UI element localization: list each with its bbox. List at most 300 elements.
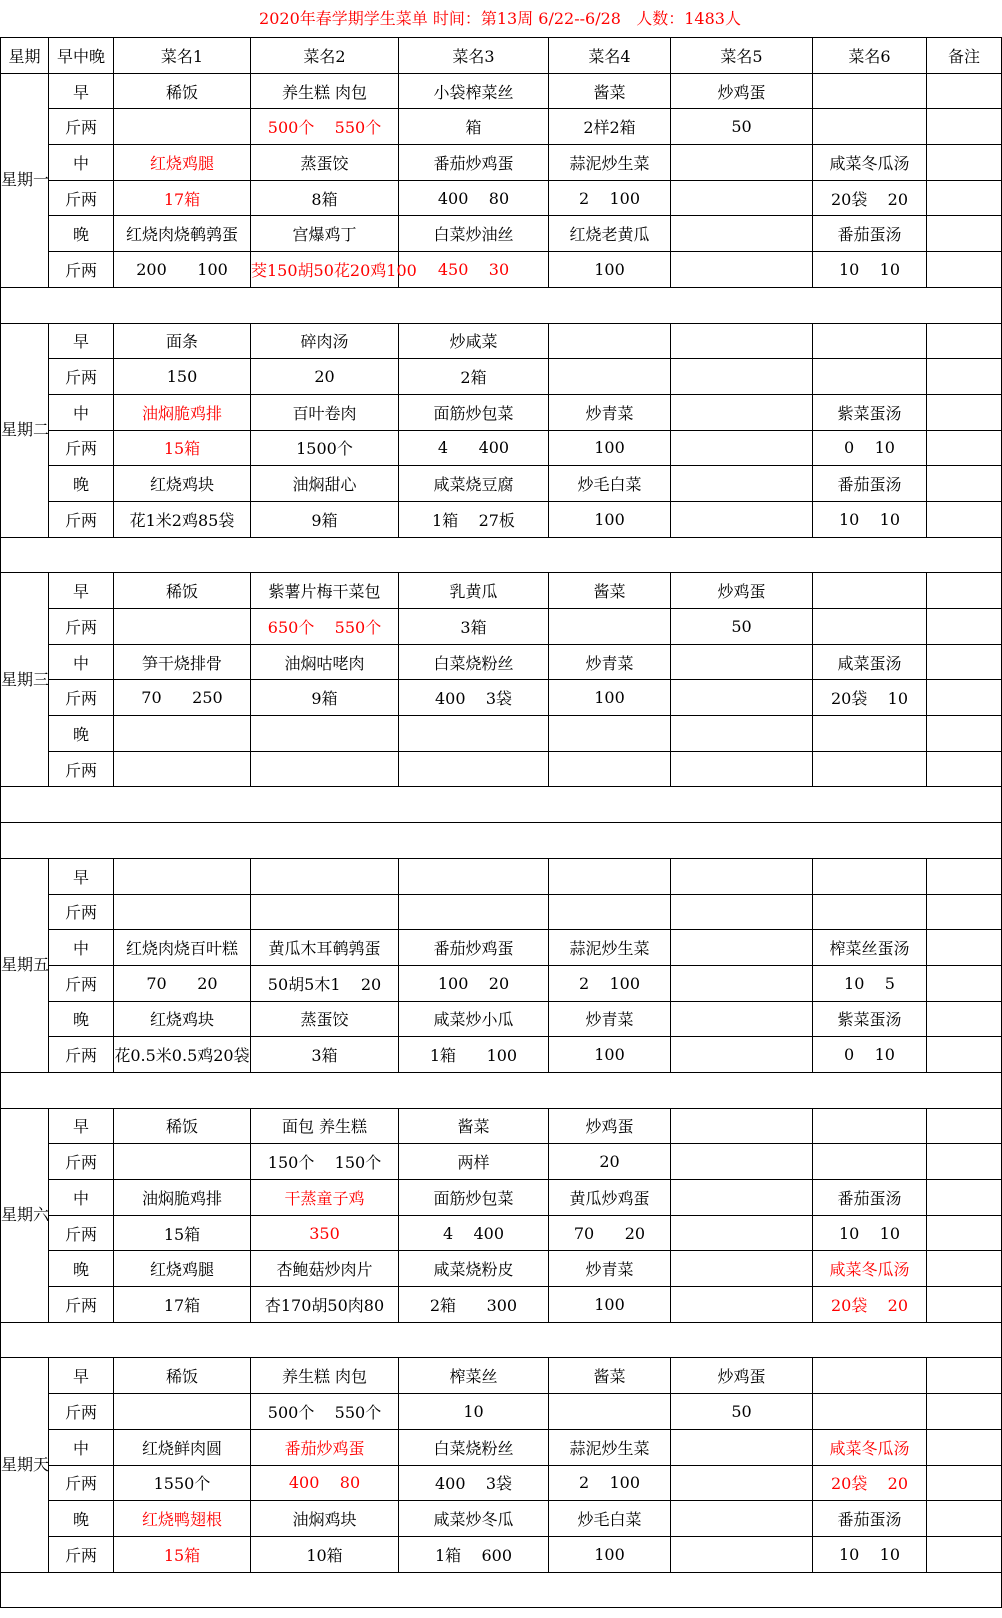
- notes-cell[interactable]: [927, 394, 1002, 430]
- cell[interactable]: 15箱: [114, 430, 251, 466]
- cell[interactable]: 油焖鸡块: [251, 1501, 399, 1537]
- cell[interactable]: 炒咸菜: [399, 323, 549, 359]
- cell[interactable]: 蒜泥炒生菜: [549, 145, 671, 181]
- spacer-cell[interactable]: [1, 287, 1002, 323]
- cell[interactable]: [671, 1429, 813, 1465]
- cell[interactable]: 红烧肉烧百叶糕: [114, 930, 251, 966]
- cell[interactable]: [671, 394, 813, 430]
- notes-cell[interactable]: [927, 1108, 1002, 1144]
- cell[interactable]: [399, 751, 549, 787]
- cell[interactable]: [114, 1394, 251, 1430]
- header-day[interactable]: 星期: [1, 38, 49, 74]
- cell[interactable]: 红烧肉烧鹌鹑蛋: [114, 216, 251, 252]
- cell[interactable]: [813, 1144, 927, 1180]
- cell[interactable]: 20袋 10: [813, 680, 927, 716]
- cell[interactable]: [671, 644, 813, 680]
- notes-cell[interactable]: [927, 216, 1002, 252]
- meal-label[interactable]: 早: [49, 1108, 114, 1144]
- meal-label[interactable]: 早: [49, 323, 114, 359]
- cell[interactable]: [671, 1501, 813, 1537]
- cell[interactable]: 蒜泥炒生菜: [549, 1429, 671, 1465]
- cell[interactable]: 番茄蛋汤: [813, 1501, 927, 1537]
- cell[interactable]: 番茄蛋汤: [813, 216, 927, 252]
- cell[interactable]: [671, 965, 813, 1001]
- cell[interactable]: 榨菜丝蛋汤: [813, 930, 927, 966]
- header-notes[interactable]: 备注: [927, 38, 1002, 74]
- notes-cell[interactable]: [927, 430, 1002, 466]
- cell[interactable]: [813, 1358, 927, 1394]
- cell[interactable]: [813, 858, 927, 894]
- cell[interactable]: [671, 145, 813, 181]
- cell[interactable]: 20: [251, 359, 399, 395]
- cell[interactable]: 油焖咕咾肉: [251, 644, 399, 680]
- cell[interactable]: [114, 716, 251, 752]
- cell[interactable]: [813, 716, 927, 752]
- cell[interactable]: 50: [671, 1394, 813, 1430]
- cell[interactable]: 1箱 100: [399, 1037, 549, 1073]
- cell[interactable]: 3箱: [251, 1037, 399, 1073]
- notes-cell[interactable]: [927, 609, 1002, 645]
- notes-cell[interactable]: [927, 644, 1002, 680]
- cell[interactable]: 稀饭: [114, 1108, 251, 1144]
- meal-label[interactable]: 斤两: [49, 1465, 114, 1501]
- cell[interactable]: [671, 1251, 813, 1287]
- meal-label[interactable]: 斤两: [49, 1144, 114, 1180]
- cell[interactable]: 黄瓜炒鸡蛋: [549, 1180, 671, 1216]
- cell[interactable]: 番茄炒鸡蛋: [251, 1429, 399, 1465]
- meal-label[interactable]: 早: [49, 1358, 114, 1394]
- cell[interactable]: 20: [549, 1144, 671, 1180]
- cell[interactable]: [549, 359, 671, 395]
- cell[interactable]: [813, 751, 927, 787]
- cell[interactable]: [251, 751, 399, 787]
- cell[interactable]: 2箱 300: [399, 1287, 549, 1323]
- cell[interactable]: [114, 109, 251, 145]
- meal-label[interactable]: 中: [49, 1180, 114, 1216]
- cell[interactable]: [549, 751, 671, 787]
- notes-cell[interactable]: [927, 1251, 1002, 1287]
- cell[interactable]: 10 10: [813, 501, 927, 537]
- notes-cell[interactable]: [927, 1358, 1002, 1394]
- cell[interactable]: 650个 550个: [251, 609, 399, 645]
- meal-label[interactable]: 晚: [49, 1251, 114, 1287]
- cell[interactable]: [114, 751, 251, 787]
- cell[interactable]: 杏170胡50肉80: [251, 1287, 399, 1323]
- cell[interactable]: [813, 73, 927, 109]
- cell[interactable]: 100: [549, 1536, 671, 1572]
- meal-label[interactable]: 斤两: [49, 680, 114, 716]
- notes-cell[interactable]: [927, 109, 1002, 145]
- cell[interactable]: [251, 858, 399, 894]
- cell[interactable]: [114, 609, 251, 645]
- cell[interactable]: [813, 1394, 927, 1430]
- meal-label[interactable]: 斤两: [49, 359, 114, 395]
- cell[interactable]: 酱菜: [549, 73, 671, 109]
- cell[interactable]: 20袋 20: [813, 1465, 927, 1501]
- cell[interactable]: 50: [671, 109, 813, 145]
- notes-cell[interactable]: [927, 1180, 1002, 1216]
- cell[interactable]: [399, 858, 549, 894]
- cell[interactable]: [813, 573, 927, 609]
- cell[interactable]: 红烧鸭翅根: [114, 1501, 251, 1537]
- cell[interactable]: [671, 216, 813, 252]
- cell[interactable]: 黄瓜木耳鹌鹑蛋: [251, 930, 399, 966]
- spacer-cell[interactable]: [1, 1072, 1002, 1108]
- meal-label[interactable]: 晚: [49, 466, 114, 502]
- cell[interactable]: 稀饭: [114, 73, 251, 109]
- cell[interactable]: 100: [549, 1287, 671, 1323]
- cell[interactable]: 9箱: [251, 680, 399, 716]
- cell[interactable]: [671, 430, 813, 466]
- cell[interactable]: 2箱: [399, 359, 549, 395]
- cell[interactable]: 450 30: [399, 252, 549, 288]
- cell[interactable]: 2 100: [549, 180, 671, 216]
- cell[interactable]: [671, 1180, 813, 1216]
- cell[interactable]: [813, 109, 927, 145]
- cell[interactable]: 100: [549, 252, 671, 288]
- cell[interactable]: 1箱 600: [399, 1536, 549, 1572]
- cell[interactable]: 0 10: [813, 1037, 927, 1073]
- day-label-monday[interactable]: 星期一: [1, 73, 49, 287]
- cell[interactable]: 100: [549, 430, 671, 466]
- spacer-cell[interactable]: [1, 787, 1002, 823]
- cell[interactable]: 10 10: [813, 252, 927, 288]
- cell[interactable]: 炒鸡蛋: [671, 1358, 813, 1394]
- cell[interactable]: 炒鸡蛋: [671, 73, 813, 109]
- notes-cell[interactable]: [927, 1465, 1002, 1501]
- meal-label[interactable]: 斤两: [49, 751, 114, 787]
- cell[interactable]: 番茄蛋汤: [813, 466, 927, 502]
- cell[interactable]: 150个 150个: [251, 1144, 399, 1180]
- cell[interactable]: 100: [549, 1037, 671, 1073]
- meal-label[interactable]: 晚: [49, 716, 114, 752]
- cell[interactable]: 笋干烧排骨: [114, 644, 251, 680]
- notes-cell[interactable]: [927, 716, 1002, 752]
- notes-cell[interactable]: [927, 180, 1002, 216]
- cell[interactable]: 箱: [399, 109, 549, 145]
- cell[interactable]: 15箱: [114, 1215, 251, 1251]
- cell[interactable]: 红烧鲜肉圆: [114, 1429, 251, 1465]
- header-dish-4[interactable]: 菜名4: [549, 38, 671, 74]
- cell[interactable]: 面筋炒包菜: [399, 1180, 549, 1216]
- cell[interactable]: 400 80: [399, 180, 549, 216]
- cell[interactable]: 红烧老黄瓜: [549, 216, 671, 252]
- meal-label[interactable]: 中: [49, 644, 114, 680]
- cell[interactable]: 蒸蛋饺: [251, 145, 399, 181]
- meal-label[interactable]: 斤两: [49, 894, 114, 930]
- day-label-friday[interactable]: 星期五: [1, 858, 49, 1072]
- meal-label[interactable]: 斤两: [49, 180, 114, 216]
- spacer-cell[interactable]: [1, 1572, 1002, 1608]
- cell[interactable]: 油焖甜心: [251, 466, 399, 502]
- cell[interactable]: 酱菜: [549, 573, 671, 609]
- cell[interactable]: [671, 1037, 813, 1073]
- cell[interactable]: 400 3袋: [399, 680, 549, 716]
- cell[interactable]: [671, 359, 813, 395]
- header-dish-6[interactable]: 菜名6: [813, 38, 927, 74]
- cell[interactable]: 200 100: [114, 252, 251, 288]
- meal-label[interactable]: 早: [49, 73, 114, 109]
- meal-label[interactable]: 斤两: [49, 609, 114, 645]
- cell[interactable]: 10: [399, 1394, 549, 1430]
- cell[interactable]: [671, 1287, 813, 1323]
- cell[interactable]: 2样2箱: [549, 109, 671, 145]
- cell[interactable]: [399, 894, 549, 930]
- cell[interactable]: [671, 1215, 813, 1251]
- cell[interactable]: [813, 359, 927, 395]
- notes-cell[interactable]: [927, 1501, 1002, 1537]
- cell[interactable]: 红烧鸡块: [114, 1001, 251, 1037]
- cell[interactable]: [671, 252, 813, 288]
- day-label-saturday[interactable]: 星期六: [1, 1108, 49, 1322]
- cell[interactable]: 炒青菜: [549, 394, 671, 430]
- spacer-cell[interactable]: [1, 1322, 1002, 1358]
- cell[interactable]: 1550个: [114, 1465, 251, 1501]
- cell[interactable]: 咸菜冬瓜汤: [813, 1429, 927, 1465]
- cell[interactable]: [671, 466, 813, 502]
- spacer-cell[interactable]: [1, 537, 1002, 573]
- cell[interactable]: [813, 894, 927, 930]
- cell[interactable]: 咸菜炒小瓜: [399, 1001, 549, 1037]
- cell[interactable]: 咸菜烧豆腐: [399, 466, 549, 502]
- notes-cell[interactable]: [927, 680, 1002, 716]
- cell[interactable]: 稀饭: [114, 573, 251, 609]
- cell[interactable]: [671, 1144, 813, 1180]
- cell[interactable]: 红烧鸡腿: [114, 1251, 251, 1287]
- cell[interactable]: 8箱: [251, 180, 399, 216]
- notes-cell[interactable]: [927, 1536, 1002, 1572]
- cell[interactable]: 白菜烧粉丝: [399, 1429, 549, 1465]
- cell[interactable]: 养生糕 肉包: [251, 73, 399, 109]
- notes-cell[interactable]: [927, 1001, 1002, 1037]
- cell[interactable]: [671, 1536, 813, 1572]
- cell[interactable]: [671, 501, 813, 537]
- header-dish-1[interactable]: 菜名1: [114, 38, 251, 74]
- cell[interactable]: 紫薯片梅干菜包: [251, 573, 399, 609]
- cell[interactable]: 4 400: [399, 1215, 549, 1251]
- notes-cell[interactable]: [927, 1394, 1002, 1430]
- cell[interactable]: 咸菜蛋汤: [813, 644, 927, 680]
- meal-label[interactable]: 中: [49, 930, 114, 966]
- cell[interactable]: 咸菜冬瓜汤: [813, 1251, 927, 1287]
- cell[interactable]: 油焖脆鸡排: [114, 394, 251, 430]
- cell[interactable]: 酱菜: [549, 1358, 671, 1394]
- cell[interactable]: 17箱: [114, 180, 251, 216]
- meal-label[interactable]: 斤两: [49, 252, 114, 288]
- cell[interactable]: 10 10: [813, 1215, 927, 1251]
- cell[interactable]: 400 3袋: [399, 1465, 549, 1501]
- cell[interactable]: 咸菜烧粉皮: [399, 1251, 549, 1287]
- day-label-wednesday[interactable]: 星期三: [1, 573, 49, 787]
- cell[interactable]: 面条: [114, 323, 251, 359]
- cell[interactable]: [251, 894, 399, 930]
- meal-label[interactable]: 斤两: [49, 1215, 114, 1251]
- cell[interactable]: [671, 894, 813, 930]
- cell[interactable]: 面筋炒包菜: [399, 394, 549, 430]
- cell[interactable]: 70 20: [114, 965, 251, 1001]
- cell[interactable]: [813, 323, 927, 359]
- cell[interactable]: 番茄炒鸡蛋: [399, 145, 549, 181]
- cell[interactable]: 100: [549, 501, 671, 537]
- cell[interactable]: 杏鲍菇炒肉片: [251, 1251, 399, 1287]
- meal-label[interactable]: 中: [49, 394, 114, 430]
- cell[interactable]: [671, 751, 813, 787]
- cell[interactable]: 炒鸡蛋: [671, 573, 813, 609]
- cell[interactable]: [671, 858, 813, 894]
- cell[interactable]: 干蒸童子鸡: [251, 1180, 399, 1216]
- cell[interactable]: 0 10: [813, 430, 927, 466]
- meal-label[interactable]: 中: [49, 1429, 114, 1465]
- cell[interactable]: 白菜烧粉丝: [399, 644, 549, 680]
- cell[interactable]: 50: [671, 609, 813, 645]
- cell[interactable]: [549, 323, 671, 359]
- spacer-cell[interactable]: [1, 823, 1002, 859]
- cell[interactable]: 4 400: [399, 430, 549, 466]
- notes-cell[interactable]: [927, 930, 1002, 966]
- cell[interactable]: [813, 609, 927, 645]
- meal-label[interactable]: 晚: [49, 1501, 114, 1537]
- notes-cell[interactable]: [927, 894, 1002, 930]
- cell[interactable]: [251, 716, 399, 752]
- cell[interactable]: 榨菜丝: [399, 1358, 549, 1394]
- cell[interactable]: 10箱: [251, 1536, 399, 1572]
- cell[interactable]: 炒毛白菜: [549, 466, 671, 502]
- cell[interactable]: [671, 1108, 813, 1144]
- cell[interactable]: [671, 180, 813, 216]
- cell[interactable]: 10 5: [813, 965, 927, 1001]
- cell[interactable]: 500个 550个: [251, 109, 399, 145]
- cell[interactable]: 花0.5米0.5鸡20袋: [114, 1037, 251, 1073]
- notes-cell[interactable]: [927, 145, 1002, 181]
- cell[interactable]: 1箱 27板: [399, 501, 549, 537]
- cell[interactable]: [671, 323, 813, 359]
- cell[interactable]: [671, 680, 813, 716]
- cell[interactable]: 茭150胡50花20鸡100: [251, 252, 399, 288]
- notes-cell[interactable]: [927, 573, 1002, 609]
- notes-cell[interactable]: [927, 1215, 1002, 1251]
- cell[interactable]: [114, 894, 251, 930]
- cell[interactable]: 17箱: [114, 1287, 251, 1323]
- cell[interactable]: [549, 894, 671, 930]
- cell[interactable]: 500个 550个: [251, 1394, 399, 1430]
- day-label-tuesday[interactable]: 星期二: [1, 323, 49, 537]
- cell[interactable]: 小袋榨菜丝: [399, 73, 549, 109]
- cell[interactable]: 20袋 20: [813, 180, 927, 216]
- cell[interactable]: [549, 716, 671, 752]
- meal-label[interactable]: 斤两: [49, 430, 114, 466]
- cell[interactable]: 番茄炒鸡蛋: [399, 930, 549, 966]
- notes-cell[interactable]: [927, 965, 1002, 1001]
- cell[interactable]: 红烧鸡腿: [114, 145, 251, 181]
- cell[interactable]: [114, 858, 251, 894]
- notes-cell[interactable]: [927, 252, 1002, 288]
- cell[interactable]: 面包 养生糕: [251, 1108, 399, 1144]
- cell[interactable]: 百叶卷肉: [251, 394, 399, 430]
- cell[interactable]: 两样: [399, 1144, 549, 1180]
- notes-cell[interactable]: [927, 359, 1002, 395]
- cell[interactable]: 乳黄瓜: [399, 573, 549, 609]
- cell[interactable]: 100 20: [399, 965, 549, 1001]
- header-dish-3[interactable]: 菜名3: [399, 38, 549, 74]
- meal-label[interactable]: 斤两: [49, 501, 114, 537]
- cell[interactable]: 3箱: [399, 609, 549, 645]
- meal-label[interactable]: 中: [49, 145, 114, 181]
- cell[interactable]: 咸菜炒冬瓜: [399, 1501, 549, 1537]
- cell[interactable]: 20袋 20: [813, 1287, 927, 1323]
- cell[interactable]: 紫菜蛋汤: [813, 1001, 927, 1037]
- cell[interactable]: 50胡5木1 20: [251, 965, 399, 1001]
- cell[interactable]: 1500个: [251, 430, 399, 466]
- cell[interactable]: 宫爆鸡丁: [251, 216, 399, 252]
- cell[interactable]: 炒青菜: [549, 644, 671, 680]
- meal-label[interactable]: 斤两: [49, 1287, 114, 1323]
- cell[interactable]: 炒鸡蛋: [549, 1108, 671, 1144]
- meal-label[interactable]: 斤两: [49, 1037, 114, 1073]
- meal-label[interactable]: 斤两: [49, 965, 114, 1001]
- meal-label[interactable]: 斤两: [49, 109, 114, 145]
- header-dish-5[interactable]: 菜名5: [671, 38, 813, 74]
- cell[interactable]: 炒毛白菜: [549, 1501, 671, 1537]
- notes-cell[interactable]: [927, 1287, 1002, 1323]
- cell[interactable]: [671, 930, 813, 966]
- cell[interactable]: 2 100: [549, 1465, 671, 1501]
- cell[interactable]: 咸菜冬瓜汤: [813, 145, 927, 181]
- cell[interactable]: 100: [549, 680, 671, 716]
- cell[interactable]: 350: [251, 1215, 399, 1251]
- notes-cell[interactable]: [927, 1037, 1002, 1073]
- cell[interactable]: 红烧鸡块: [114, 466, 251, 502]
- cell[interactable]: 蒜泥炒生菜: [549, 930, 671, 966]
- header-meal[interactable]: 早中晚: [49, 38, 114, 74]
- cell[interactable]: [671, 1465, 813, 1501]
- cell[interactable]: 番茄蛋汤: [813, 1180, 927, 1216]
- cell[interactable]: 花1米2鸡85袋: [114, 501, 251, 537]
- cell[interactable]: 油焖脆鸡排: [114, 1180, 251, 1216]
- header-dish-2[interactable]: 菜名2: [251, 38, 399, 74]
- meal-label[interactable]: 早: [49, 573, 114, 609]
- notes-cell[interactable]: [927, 323, 1002, 359]
- cell[interactable]: [114, 1144, 251, 1180]
- cell[interactable]: 白菜炒油丝: [399, 216, 549, 252]
- cell[interactable]: 养生糕 肉包: [251, 1358, 399, 1394]
- cell[interactable]: 酱菜: [399, 1108, 549, 1144]
- notes-cell[interactable]: [927, 751, 1002, 787]
- cell[interactable]: [549, 1394, 671, 1430]
- cell[interactable]: [549, 858, 671, 894]
- cell[interactable]: 炒青菜: [549, 1251, 671, 1287]
- cell[interactable]: 150: [114, 359, 251, 395]
- notes-cell[interactable]: [927, 1429, 1002, 1465]
- meal-label[interactable]: 晚: [49, 1001, 114, 1037]
- notes-cell[interactable]: [927, 858, 1002, 894]
- meal-label[interactable]: 斤两: [49, 1394, 114, 1430]
- cell[interactable]: [671, 716, 813, 752]
- cell[interactable]: 炒青菜: [549, 1001, 671, 1037]
- cell[interactable]: [399, 716, 549, 752]
- cell[interactable]: 70 250: [114, 680, 251, 716]
- notes-cell[interactable]: [927, 73, 1002, 109]
- cell[interactable]: 10 10: [813, 1536, 927, 1572]
- cell[interactable]: 15箱: [114, 1536, 251, 1572]
- cell[interactable]: [671, 1001, 813, 1037]
- cell[interactable]: 2 100: [549, 965, 671, 1001]
- cell[interactable]: 400 80: [251, 1465, 399, 1501]
- cell[interactable]: 紫菜蛋汤: [813, 394, 927, 430]
- day-label-sunday[interactable]: 星期天: [1, 1358, 49, 1572]
- notes-cell[interactable]: [927, 501, 1002, 537]
- meal-label[interactable]: 早: [49, 858, 114, 894]
- cell[interactable]: [813, 1108, 927, 1144]
